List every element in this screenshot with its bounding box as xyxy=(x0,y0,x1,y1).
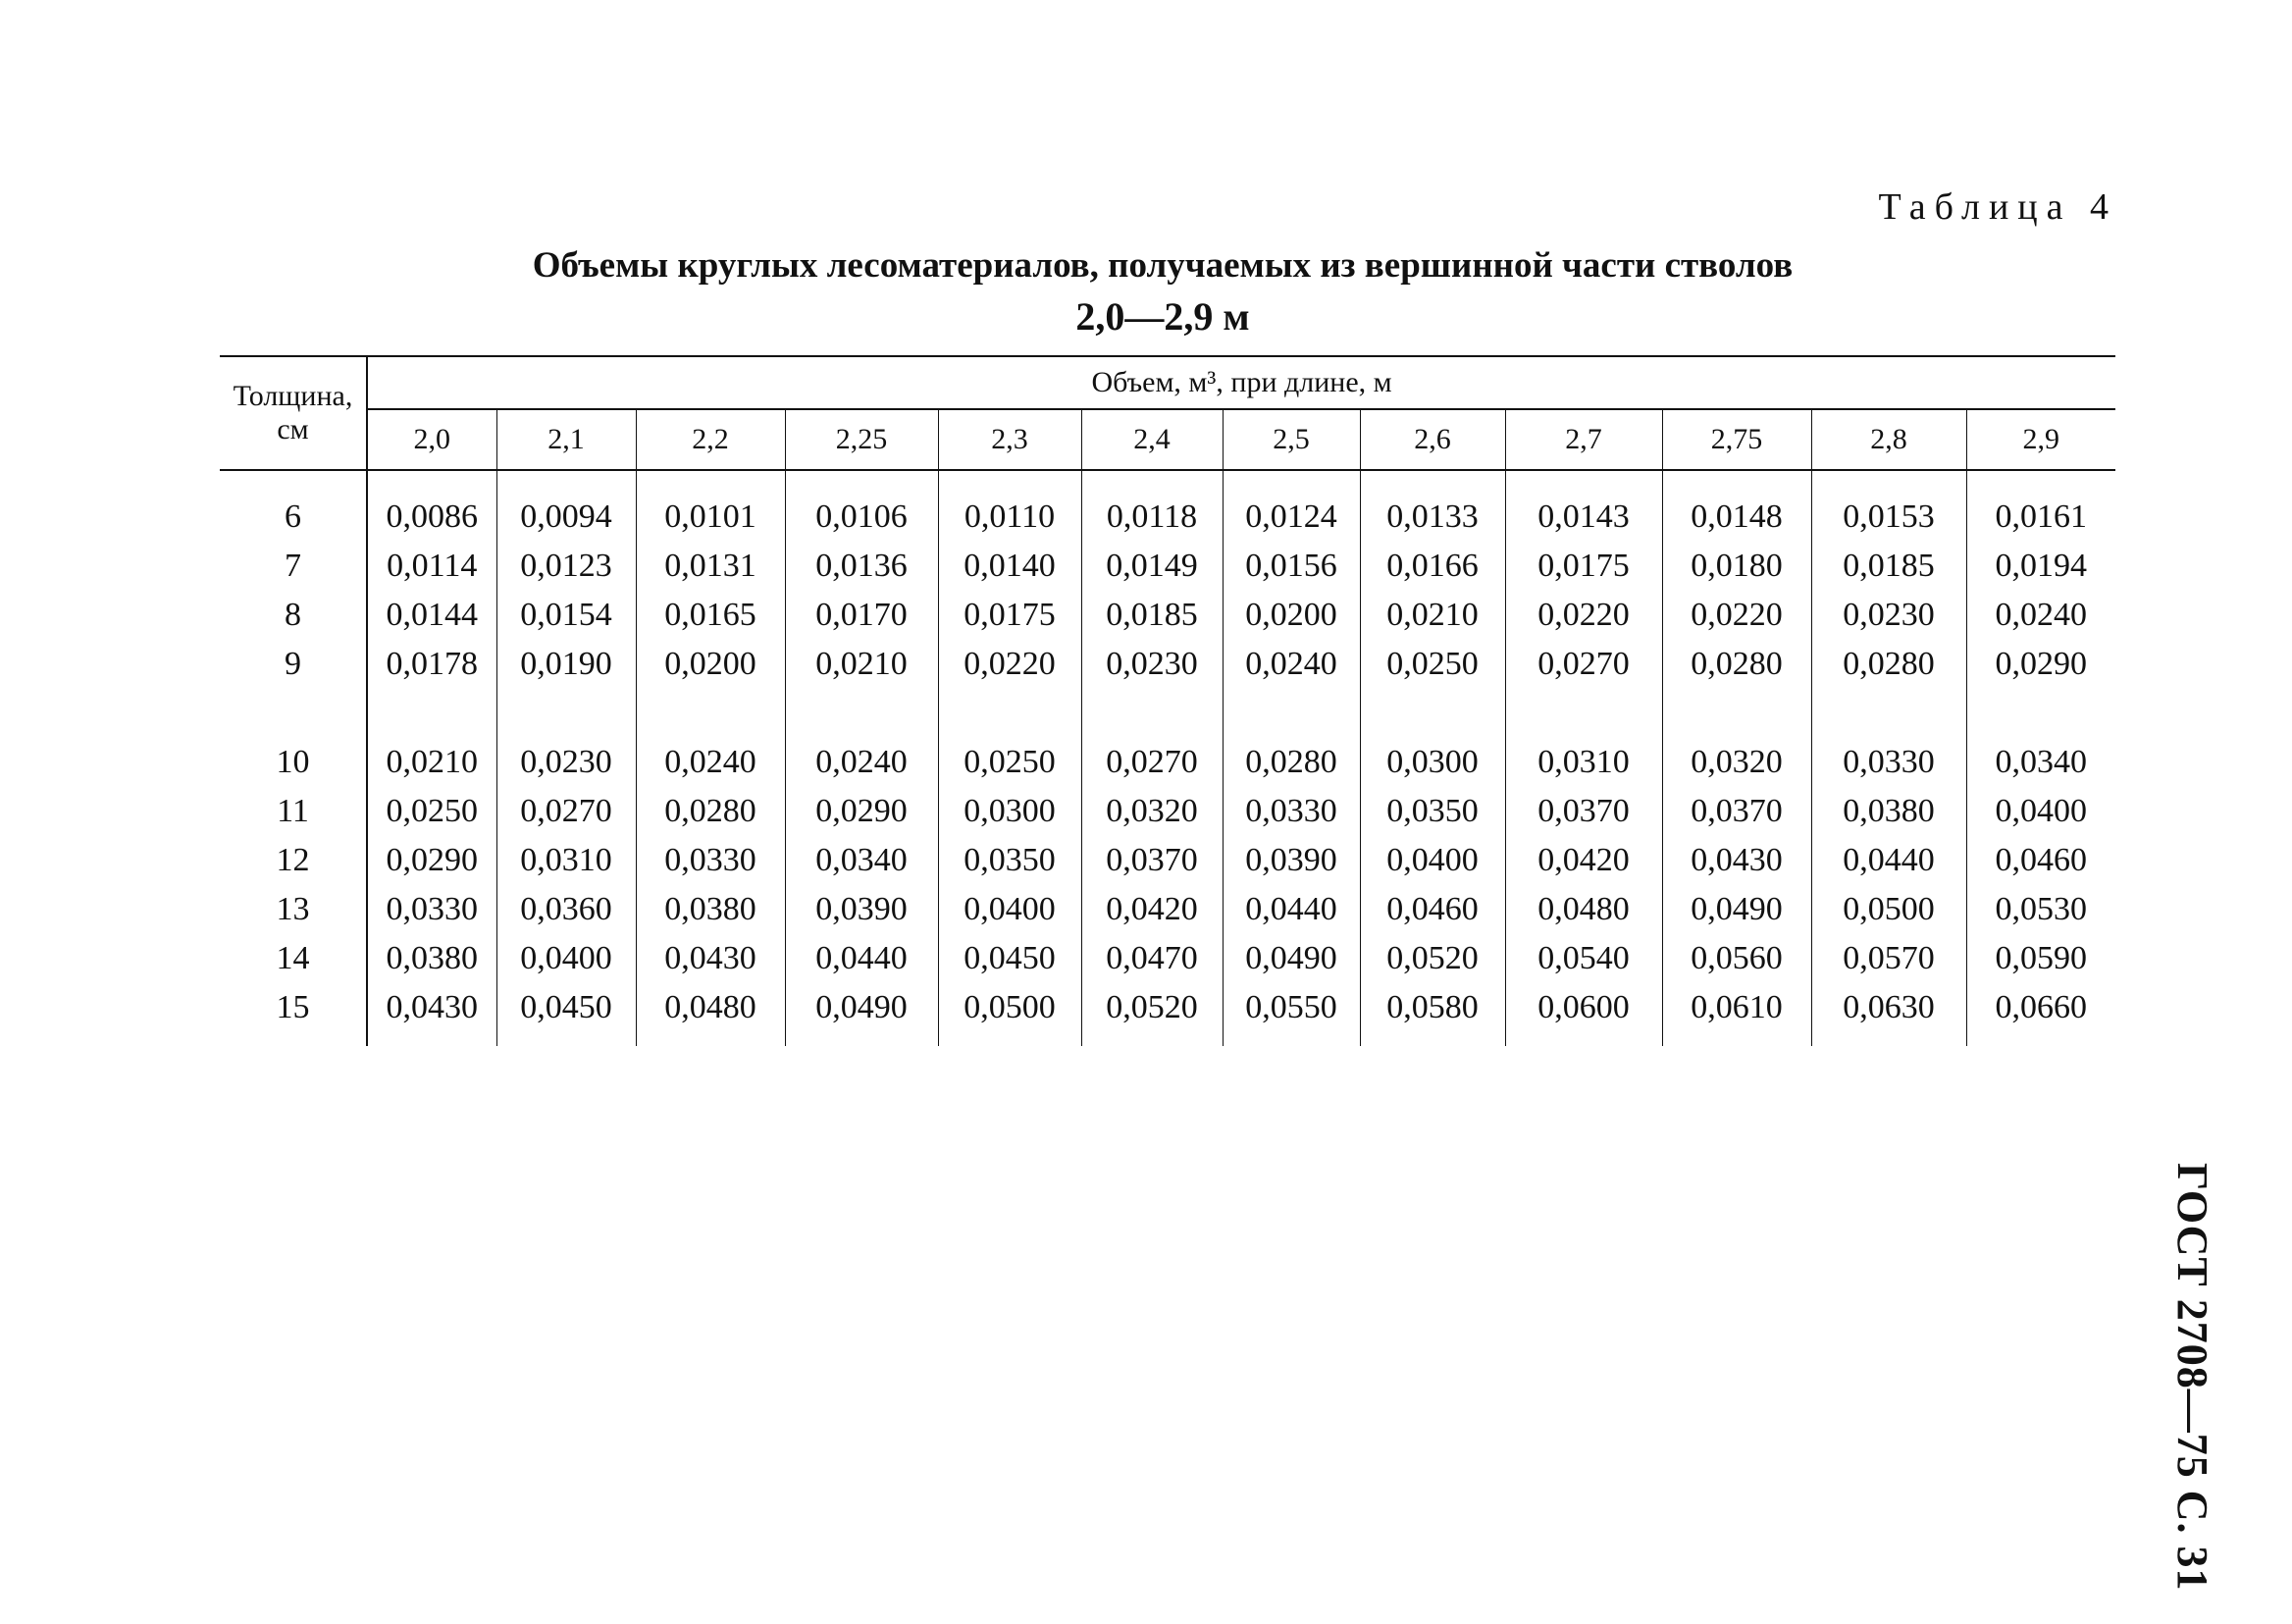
volume-cell: 0,0086 xyxy=(367,470,496,542)
volume-cell: 0,0194 xyxy=(1995,548,2088,584)
volume-cell: 0,0370 xyxy=(1081,836,1223,885)
volume-cell: 0,0124 xyxy=(1223,470,1360,542)
volume-cell: 0,0440 xyxy=(785,934,938,983)
volume-cell: 0,0136 xyxy=(785,542,938,591)
volume-cell: 0,0530 xyxy=(1995,891,2088,927)
length-header-cell: 2,25 xyxy=(785,409,938,470)
volume-cell: 0,0460 xyxy=(1360,885,1505,934)
table-subtitle: 2,0—2,9 м xyxy=(1075,294,1250,339)
volume-cell: 0,0400 xyxy=(1360,836,1505,885)
volume-cell: 0,0230 xyxy=(496,689,636,787)
volume-cell: 0,0210 xyxy=(785,640,938,689)
volume-cell: 0,0240 xyxy=(1223,640,1360,689)
volume-cell: 0,0280 xyxy=(1662,640,1811,689)
thickness-cell: 7 xyxy=(220,542,367,591)
table-row xyxy=(220,542,2115,591)
volume-cell: 0,0280 xyxy=(1811,640,1966,689)
volume-cell: 0,0480 xyxy=(1505,885,1662,934)
length-header-cell: 2,75 xyxy=(1662,409,1811,470)
thickness-cell: 14 xyxy=(220,934,367,983)
volume-cell: 0,0106 xyxy=(785,470,938,542)
volume-cell: 0,0380 xyxy=(1811,787,1966,836)
volume-cell: 0,0290 xyxy=(785,787,938,836)
table-title: Объемы круглых лесоматериалов, получаемых из вершинной части стволов xyxy=(532,245,1794,286)
volume-cell: 0,0210 xyxy=(367,689,496,787)
table-row xyxy=(220,983,2115,1046)
volume-cell: 0,0550 xyxy=(1223,983,1360,1046)
volume-cell: 0,0161 xyxy=(1995,498,2088,535)
volume-cell: 0,0240 xyxy=(636,689,785,787)
volume-cell: 0,0540 xyxy=(1505,934,1662,983)
volume-cell: 0,0400 xyxy=(938,885,1081,934)
volume-cell: 0,0490 xyxy=(1662,885,1811,934)
volume-cell: 0,0400 xyxy=(1995,793,2088,829)
volume-cell: 0,0470 xyxy=(1081,934,1223,983)
volume-cell: 0,0520 xyxy=(1360,934,1505,983)
volume-cell: 0,0660 xyxy=(1995,989,2088,1025)
volume-cell: 0,0175 xyxy=(938,591,1081,640)
volume-cell: 0,0350 xyxy=(938,836,1081,885)
thickness-cell: 11 xyxy=(220,787,367,836)
volume-cell: 0,0250 xyxy=(1360,640,1505,689)
volume-cell: 0,0360 xyxy=(496,885,636,934)
volume-cell: 0,0270 xyxy=(1081,689,1223,787)
volume-cell: 0,0430 xyxy=(1662,836,1811,885)
volume-cell: 0,0450 xyxy=(496,983,636,1046)
volume-cell: 0,0440 xyxy=(1811,836,1966,885)
length-header-cell: 2,1 xyxy=(496,409,636,470)
volume-table xyxy=(220,355,2115,1046)
thickness-cell: 15 xyxy=(220,983,367,1046)
volume-cell: 0,0156 xyxy=(1223,542,1360,591)
volume-cell: 0,0400 xyxy=(496,934,636,983)
volume-cell: 0,0114 xyxy=(367,542,496,591)
volume-cell: 0,0250 xyxy=(938,689,1081,787)
volume-cell: 0,0480 xyxy=(636,983,785,1046)
volume-cell: 0,0140 xyxy=(938,542,1081,591)
length-header-cell: 2,8 xyxy=(1811,409,1966,470)
length-header-cell: 2,2 xyxy=(636,409,785,470)
table-row xyxy=(220,885,2115,934)
volume-cell: 0,0580 xyxy=(1360,983,1505,1046)
volume-cell: 0,0170 xyxy=(785,591,938,640)
volume-cell: 0,0600 xyxy=(1505,983,1662,1046)
volume-cell: 0,0144 xyxy=(367,591,496,640)
volume-cell: 0,0330 xyxy=(636,836,785,885)
volume-cell: 0,0118 xyxy=(1081,470,1223,542)
volume-cell: 0,0250 xyxy=(367,787,496,836)
volume-cell: 0,0340 xyxy=(785,836,938,885)
volume-cell: 0,0320 xyxy=(1081,787,1223,836)
volume-cell: 0,0110 xyxy=(938,470,1081,542)
volume-cell: 0,0430 xyxy=(367,983,496,1046)
table-body xyxy=(220,470,2115,1046)
volume-cell: 0,0340 xyxy=(1995,744,2088,780)
table-row xyxy=(220,836,2115,885)
volume-cell: 0,0133 xyxy=(1360,470,1505,542)
volume-cell: 0,0610 xyxy=(1662,983,1811,1046)
volume-cell: 0,0630 xyxy=(1811,983,1966,1046)
volume-cell: 0,0310 xyxy=(496,836,636,885)
volume-cell: 0,0500 xyxy=(938,983,1081,1046)
volume-cell: 0,0370 xyxy=(1662,787,1811,836)
volume-cell: 0,0590 xyxy=(1995,940,2088,976)
volume-cell: 0,0310 xyxy=(1505,689,1662,787)
volume-cell: 0,0330 xyxy=(367,885,496,934)
length-header-cell: 2,3 xyxy=(938,409,1081,470)
volume-cell: 0,0460 xyxy=(1995,842,2088,878)
length-header-cell: 2,6 xyxy=(1360,409,1505,470)
thickness-cell: 8 xyxy=(220,591,367,640)
table-number: Таблица 4 xyxy=(1878,186,2117,228)
volume-cell: 0,0154 xyxy=(496,591,636,640)
volume-cell: 0,0178 xyxy=(367,640,496,689)
volume-cell: 0,0300 xyxy=(1360,689,1505,787)
volume-cell: 0,0165 xyxy=(636,591,785,640)
thickness-cell: 10 xyxy=(220,689,367,787)
volume-cell: 0,0166 xyxy=(1360,542,1505,591)
volume-cell: 0,0123 xyxy=(496,542,636,591)
volume-cell: 0,0180 xyxy=(1662,542,1811,591)
volume-cell: 0,0149 xyxy=(1081,542,1223,591)
table-row xyxy=(220,640,2115,689)
volume-cell: 0,0200 xyxy=(636,640,785,689)
length-header-cell: 2,0 xyxy=(367,409,496,470)
volume-cell: 0,0220 xyxy=(1662,591,1811,640)
volume-cell: 0,0270 xyxy=(1505,640,1662,689)
thickness-header: Толщина, см xyxy=(220,356,367,470)
volume-cell: 0,0240 xyxy=(1995,597,2088,633)
volume-cell: 0,0200 xyxy=(1223,591,1360,640)
volume-cell: 0,0153 xyxy=(1811,470,1966,542)
volume-cell: 0,0280 xyxy=(1223,689,1360,787)
length-header-cell: 2,9 xyxy=(1966,409,2115,470)
volume-cell: 0,0450 xyxy=(938,934,1081,983)
volume-cell: 0,0490 xyxy=(1223,934,1360,983)
table-row xyxy=(220,591,2115,640)
volume-cell: 0,0290 xyxy=(367,836,496,885)
volume-cell: 0,0230 xyxy=(1811,591,1966,640)
volume-cell: 0,0390 xyxy=(1223,836,1360,885)
volume-cell: 0,0380 xyxy=(367,934,496,983)
volume-cell: 0,0560 xyxy=(1662,934,1811,983)
volume-cell: 0,0220 xyxy=(1505,591,1662,640)
thickness-cell: 9 xyxy=(220,640,367,689)
volume-cell: 0,0210 xyxy=(1360,591,1505,640)
volume-cell: 0,0520 xyxy=(1081,983,1223,1046)
volume-cell: 0,0175 xyxy=(1505,542,1662,591)
volume-cell: 0,0350 xyxy=(1360,787,1505,836)
length-header-row xyxy=(220,409,2115,470)
volume-header: Объем, м³, при длине, м xyxy=(367,356,2115,409)
volume-cell: 0,0440 xyxy=(1223,885,1360,934)
table-row xyxy=(220,470,2115,542)
volume-cell: 0,0490 xyxy=(785,983,938,1046)
table-row xyxy=(220,689,2115,787)
gost-page-label: ГОСТ 2708—75 С. 31 xyxy=(2168,1163,2216,1592)
table-row xyxy=(220,787,2115,836)
thickness-cell: 13 xyxy=(220,885,367,934)
volume-cell: 0,0270 xyxy=(496,787,636,836)
volume-cell: 0,0240 xyxy=(785,689,938,787)
volume-cell: 0,0148 xyxy=(1662,470,1811,542)
volume-cell: 0,0131 xyxy=(636,542,785,591)
volume-cell: 0,0390 xyxy=(785,885,938,934)
volume-cell: 0,0570 xyxy=(1811,934,1966,983)
volume-cell: 0,0300 xyxy=(938,787,1081,836)
volume-cell: 0,0330 xyxy=(1223,787,1360,836)
volume-cell: 0,0430 xyxy=(636,934,785,983)
volume-cell: 0,0420 xyxy=(1081,885,1223,934)
length-header-cell: 2,5 xyxy=(1223,409,1360,470)
volume-cell: 0,0290 xyxy=(1995,646,2088,682)
length-header-cell: 2,4 xyxy=(1081,409,1223,470)
volume-cell: 0,0320 xyxy=(1662,689,1811,787)
volume-cell: 0,0185 xyxy=(1811,542,1966,591)
volume-cell: 0,0230 xyxy=(1081,640,1223,689)
volume-cell: 0,0330 xyxy=(1811,689,1966,787)
volume-cell: 0,0500 xyxy=(1811,885,1966,934)
volume-cell: 0,0094 xyxy=(496,470,636,542)
volume-cell: 0,0420 xyxy=(1505,836,1662,885)
length-header-cell: 2,7 xyxy=(1505,409,1662,470)
volume-cell: 0,0380 xyxy=(636,885,785,934)
volume-cell: 0,0370 xyxy=(1505,787,1662,836)
volume-cell: 0,0143 xyxy=(1505,470,1662,542)
volume-cell: 0,0101 xyxy=(636,470,785,542)
volume-cell: 0,0185 xyxy=(1081,591,1223,640)
volume-cell: 0,0280 xyxy=(636,787,785,836)
thickness-cell: 6 xyxy=(220,470,367,542)
volume-cell: 0,0220 xyxy=(938,640,1081,689)
table-row xyxy=(220,934,2115,983)
thickness-cell: 12 xyxy=(220,836,367,885)
volume-cell: 0,0190 xyxy=(496,640,636,689)
